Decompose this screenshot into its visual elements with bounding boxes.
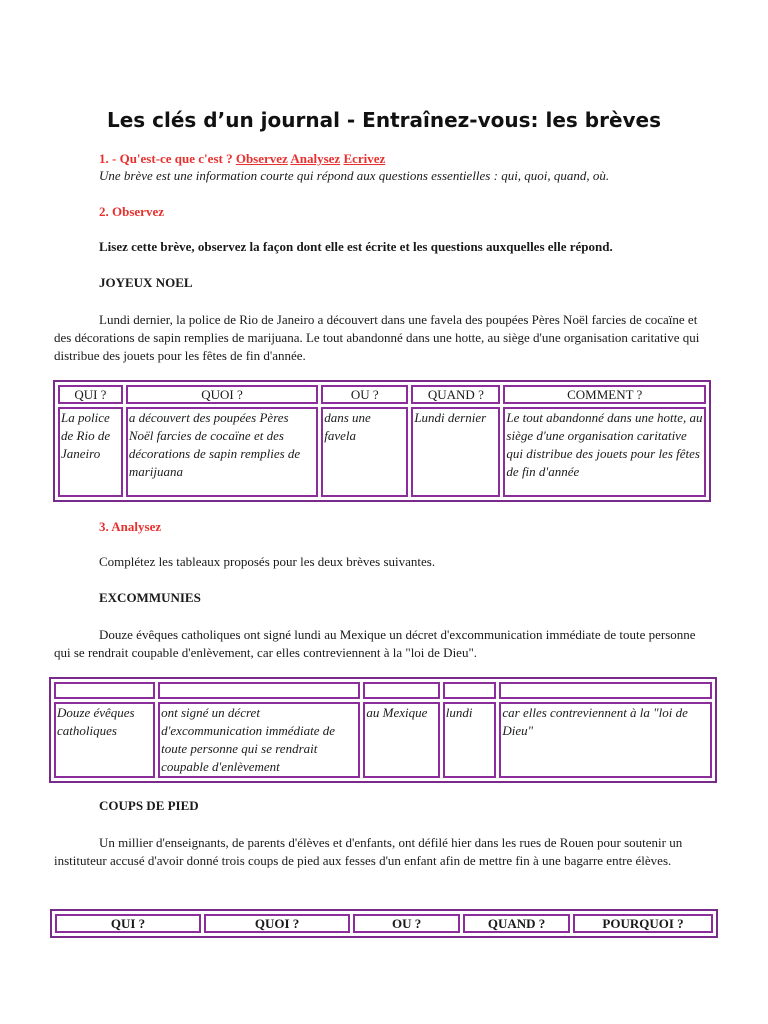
table-header-cell[interactable] [363, 682, 439, 699]
brief-text-joyeux-noel [54, 311, 714, 365]
link-analysez[interactable]: Analysez [290, 151, 341, 166]
table-header-cell[interactable] [158, 682, 360, 699]
table-header-cell: COMMENT ? [503, 385, 706, 404]
table-row [54, 702, 712, 778]
table-header-cell[interactable] [443, 682, 497, 699]
table-header-cell: QUI ? [58, 385, 123, 404]
table-cell: Lundi dernier [411, 407, 500, 497]
table-header-row [54, 682, 712, 699]
page-title: Les clés d’un journal - Entraînez-vous: les brèves [106, 108, 662, 132]
brief-text-coups-de-pied [54, 834, 714, 870]
table-cell: Douze évêques catholiques [54, 702, 155, 778]
brief-text-excommunies [54, 626, 714, 662]
brief-title-joyeux-noel: JOYEUX NOEL [99, 275, 193, 290]
table-joyeux-noel [53, 380, 711, 502]
observez-instruction: Lisez cette brève, observez la façon dont elle est écrite et les questions auxquelles elle répond. [99, 239, 613, 254]
table-cell: dans une favela [321, 407, 408, 497]
table-header-cell: QUAND ? [411, 385, 500, 404]
table-cell: au Mexique [363, 702, 439, 778]
table-cell: Le tout abandonné dans une hotte, au siège d'une organisation caritative qui distribue des jouets pour les fêtes de fin d'année [503, 407, 706, 497]
brief-text-coups-de-pied-content: Un millier d'enseignants, de parents d'élèves et d'enfants, ont défilé hier dans les rues de Rouen pour soutenir un instituteur accusé d'avoir donné trois coups de pied aux fesses d'un enfant afin de mettre fin à une bagarre entre élèves. [54, 835, 683, 868]
table-header-cell: OU ? [321, 385, 408, 404]
table-coups-de-pied [50, 909, 718, 938]
link-observez[interactable]: Observez [235, 151, 288, 166]
table-header-row [58, 385, 706, 404]
table-header-cell[interactable] [499, 682, 712, 699]
table-header-cell: POURQUOI ? [573, 914, 713, 933]
observez-heading: 2. Observez [99, 204, 164, 219]
table-cell: a découvert des poupées Pères Noël farcies de cocaïne et des décorations de sapin remplies de marijuana [126, 407, 318, 497]
table-excommunies [49, 677, 717, 783]
brief-title-excommunies: EXCOMMUNIES [99, 590, 201, 605]
definition-text: Une brève est une information courte qui répond aux questions essentielles : qui, quoi, quand, où. [99, 168, 610, 183]
brief-text-excommunies-content: Douze évêques catholiques ont signé lundi au Mexique un décret d'excommunication immédiate de toute personne qui se rendrait coupable d'enlèvement, car elles contreviennent à la "loi de Dieu". [54, 627, 696, 660]
section-what-is-it-heading: 1. - Qu'est-ce que c'est ? [99, 151, 236, 166]
table-header-cell: QUOI ? [126, 385, 318, 404]
table-header-row [55, 914, 713, 933]
brief-title-coups-de-pied: COUPS DE PIED [99, 798, 199, 813]
section-what-is-it [99, 151, 385, 167]
link-ecrivez[interactable]: Ecrivez [343, 151, 386, 166]
table-cell: La police de Rio de Janeiro [58, 407, 123, 497]
analysez-heading: 3. Analysez [99, 519, 162, 534]
table-header-cell: OU ? [353, 914, 460, 933]
analysez-instruction: Complétez les tableaux proposés pour les deux brèves suivantes. [99, 554, 436, 569]
table-header-cell: QUOI ? [204, 914, 350, 933]
table-header-cell[interactable] [54, 682, 155, 699]
table-cell: car elles contreviennent à la "loi de Dieu" [499, 702, 712, 778]
table-cell: ont signé un décret d'excommunication immédiate de toute personne qui se rendrait coupable d'enlèvement [158, 702, 360, 778]
table-cell: lundi [443, 702, 497, 778]
brief-text-joyeux-noel-content: Lundi dernier, la police de Rio de Janeiro a découvert dans une favela des poupées Pères Noël farcies de cocaïne et des décorations de sapin remplies de marijuana. Le tout abandonné dans une hotte, au siège d'une organisation caritative qui distribue des jouets pour les fêtes de fin d'année. [54, 312, 700, 363]
table-header-cell: QUAND ? [463, 914, 570, 933]
table-row [58, 407, 706, 497]
table-header-cell: QUI ? [55, 914, 201, 933]
